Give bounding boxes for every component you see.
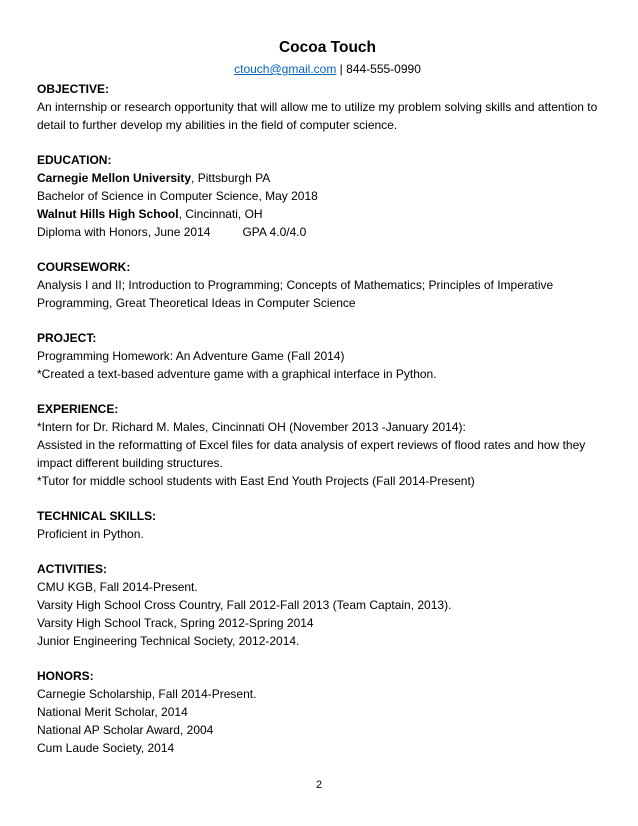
- honor-item: Carnegie Scholarship, Fall 2014-Present.: [37, 687, 257, 701]
- education-school-1: [37, 169, 618, 187]
- activity-item: Varsity High School Cross Country, Fall 2012-Fall 2013 (Team Captain, 2013).: [37, 598, 452, 612]
- honors-heading: HONORS:: [37, 669, 94, 683]
- activity-item: Junior Engineering Technical Society, 2012-2014.: [37, 634, 300, 648]
- school-2-name: Walnut Hills High School: [37, 207, 179, 221]
- honor-item: National Merit Scholar, 2014: [37, 705, 188, 719]
- skills-heading: TECHNICAL SKILLS:: [37, 509, 157, 523]
- project-description: *Created a text-based adventure game with a graphical interface in Python.: [37, 367, 437, 381]
- experience-heading: EXPERIENCE:: [37, 402, 119, 416]
- school-2-gpa: GPA 4.0/4.0: [242, 225, 307, 239]
- activity-item: Varsity High School Track, Spring 2012-Spring 2014: [37, 616, 314, 630]
- experience-intern-title: *Intern for Dr. Richard M. Males, Cincinnati OH (November 2013 -January 2014):: [37, 420, 466, 434]
- project-section: [37, 329, 618, 383]
- candidate-name: Cocoa Touch: [278, 39, 377, 56]
- school-2-diploma: Diploma with Honors, June 2014: [37, 225, 211, 239]
- honors-section: [37, 667, 618, 757]
- phone-number: 844-555-0990: [346, 62, 421, 76]
- objective-section: [37, 80, 618, 134]
- experience-section: [37, 400, 618, 490]
- school-1-name: Carnegie Mellon University: [37, 171, 192, 185]
- contact-separator: |: [336, 62, 347, 76]
- education-section: [37, 151, 618, 241]
- coursework-section: [37, 258, 618, 312]
- email-link[interactable]: ctouch@gmail.com: [234, 62, 337, 76]
- education-heading: EDUCATION:: [37, 153, 112, 167]
- education-school-2: [37, 205, 618, 223]
- coursework-text: Analysis I and II; Introduction to Programming; Concepts of Mathematics; Principles of Imperative Programming, Great Theoretical Ideas in Computer Science: [37, 278, 554, 310]
- page-number: 2: [315, 779, 323, 791]
- school-1-location: , Pittsburgh PA: [191, 171, 271, 185]
- contact-line: [37, 61, 618, 78]
- activities-section: [37, 560, 618, 650]
- experience-tutor: *Tutor for middle school students with East End Youth Projects (Fall 2014-Present): [37, 474, 475, 488]
- activity-item: CMU KGB, Fall 2014-Present.: [37, 580, 198, 594]
- school-2-diploma-line: [37, 223, 618, 241]
- school-2-location: , Cincinnati, OH: [178, 207, 263, 221]
- objective-heading: OBJECTIVE:: [37, 82, 110, 96]
- honor-item: Cum Laude Society, 2014: [37, 741, 175, 755]
- activities-heading: ACTIVITIES:: [37, 562, 108, 576]
- skills-text: Proficient in Python.: [37, 527, 144, 541]
- project-heading: PROJECT:: [37, 331, 97, 345]
- experience-intern-description: Assisted in the reformatting of Excel files for data analysis of expert reviews of flood rates and how they impact different building structures.: [37, 438, 586, 470]
- honor-item: National AP Scholar Award, 2004: [37, 723, 214, 737]
- school-1-degree: Bachelor of Science in Computer Science, May 2018: [37, 189, 318, 203]
- project-title: Programming Homework: An Adventure Game (Fall 2014): [37, 349, 345, 363]
- coursework-heading: COURSEWORK:: [37, 260, 131, 274]
- skills-section: [37, 507, 618, 543]
- objective-text: An internship or research opportunity that will allow me to utilize my problem solving skills and attention to detail to further develop my abilities in the field of computer science.: [37, 100, 598, 132]
